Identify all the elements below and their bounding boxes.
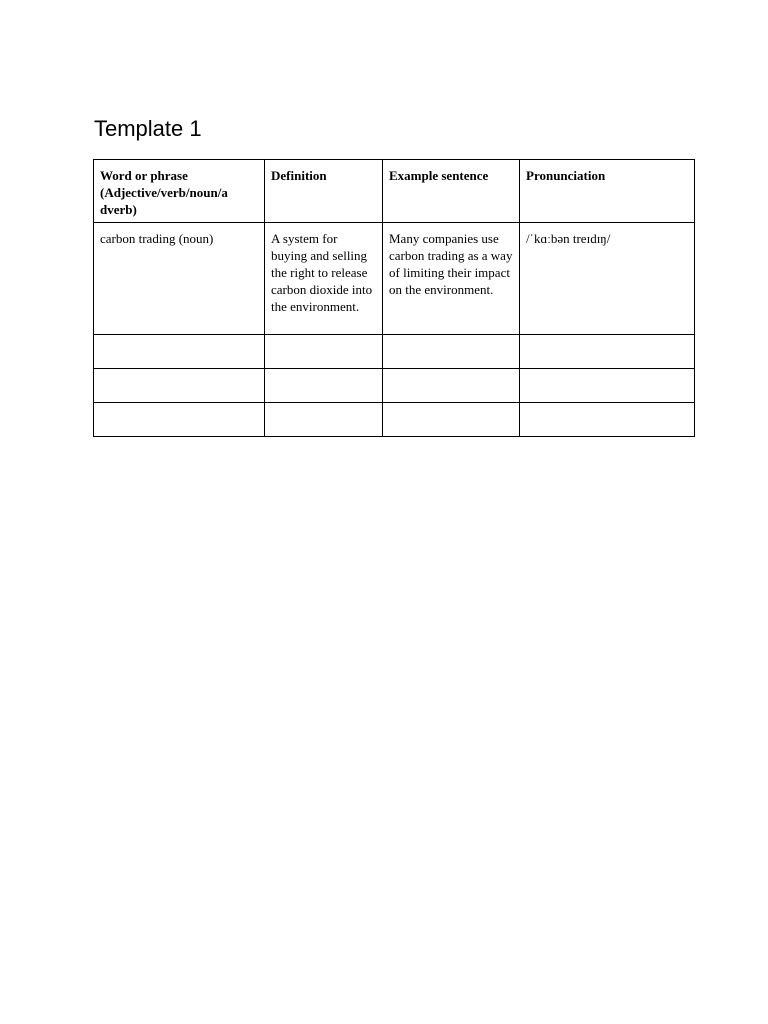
cell-definition: A system for buying and selling the right to release carbon dioxide into the environment. (265, 223, 383, 335)
cell-pronunciation (520, 369, 695, 403)
table-header-row (94, 160, 695, 223)
cell-pronunciation (520, 335, 695, 369)
header-definition: Definition (265, 160, 383, 223)
header-word-or-phrase: Word or phrase (Adjective/verb/noun/a dverb) (94, 160, 265, 223)
cell-pronunciation: /ˈkɑːbən treɪdɪŋ/ (520, 223, 695, 335)
cell-example (383, 335, 520, 369)
cell-example (383, 369, 520, 403)
table-row (94, 369, 695, 403)
page-title: Template 1 (94, 116, 202, 141)
header-pronunciation: Pronunciation (520, 160, 695, 223)
cell-definition (265, 335, 383, 369)
cell-example (383, 403, 520, 437)
cell-example: Many companies use carbon trading as a way of limiting their impact on the environment. (383, 223, 520, 335)
cell-definition (265, 369, 383, 403)
table-row (94, 403, 695, 437)
cell-word (94, 403, 265, 437)
table-row (94, 335, 695, 369)
cell-word (94, 335, 265, 369)
cell-word: carbon trading (noun) (94, 223, 265, 335)
cell-definition (265, 403, 383, 437)
vocabulary-table (93, 159, 695, 437)
cell-word (94, 369, 265, 403)
table-row (94, 223, 695, 335)
cell-pronunciation (520, 403, 695, 437)
header-example-sentence: Example sentence (383, 160, 520, 223)
